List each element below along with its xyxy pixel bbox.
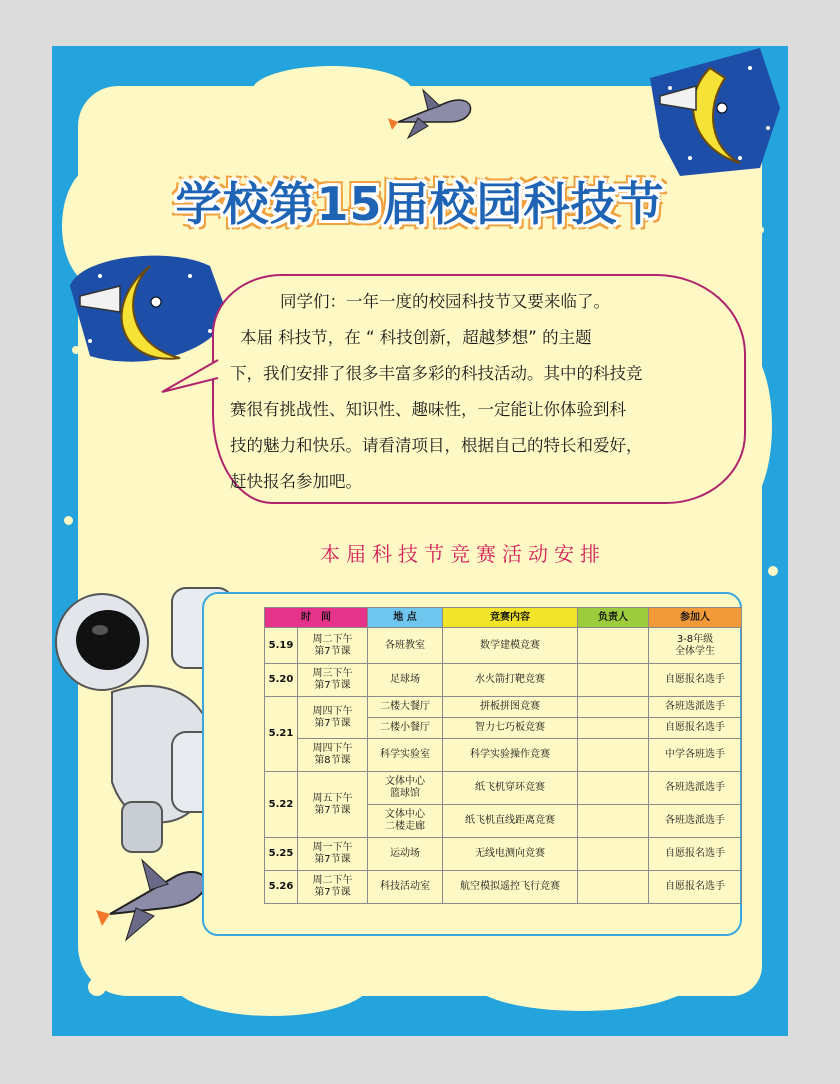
cell-time: 周四下午 第7节课 (298, 697, 368, 739)
cell-time: 周二下午 第7节课 (298, 871, 368, 904)
cell-place: 文体中心 篮球馆 (368, 772, 443, 805)
cell-time: 周五下午 第7节课 (298, 772, 368, 838)
cell-content: 拼板拼图竞赛 (443, 697, 578, 718)
header-place: 地 点 (368, 608, 443, 628)
table-row (265, 697, 742, 718)
cell-content: 数学建模竞赛 (443, 628, 578, 664)
cell-content: 航空模拟遥控飞行竞赛 (443, 871, 578, 904)
schedule-table (264, 607, 742, 904)
cell-date: 5.21 (265, 697, 298, 772)
schedule-title: 本届科技节竞赛活动安排 (320, 542, 606, 566)
cell-person (578, 697, 649, 718)
cell-place: 运动场 (368, 838, 443, 871)
table-row (265, 739, 742, 772)
cell-join: 自愿报名选手 (649, 664, 742, 697)
table-header-row (265, 608, 742, 628)
header-person: 负责人 (578, 608, 649, 628)
intro-line: 赶快报名参加吧。 (230, 472, 362, 491)
intro-line: 同学们：一年一度的校园科技节又要来临了。 (280, 292, 610, 311)
cell-place: 二楼大餐厅 (368, 697, 443, 718)
cell-person (578, 805, 649, 838)
table-row (265, 628, 742, 664)
cell-content: 科学实验操作竞赛 (443, 739, 578, 772)
cell-join: 各班选派选手 (649, 697, 742, 718)
cell-join: 各班选派选手 (649, 805, 742, 838)
cell-time: 周三下午 第7节课 (298, 664, 368, 697)
table-row (265, 664, 742, 697)
cell-time: 周二下午 第7节课 (298, 628, 368, 664)
intro-line: 本届 科技节，在 “ 科技创新，超越梦想” 的主题 (240, 328, 592, 347)
cell-join: 中学各班选手 (649, 739, 742, 772)
cell-content: 水火箭打靶竞赛 (443, 664, 578, 697)
cell-person (578, 772, 649, 805)
cell-content: 无线电测向竞赛 (443, 838, 578, 871)
cell-join: 自愿报名选手 (649, 718, 742, 739)
cell-time: 周四下午 第8节课 (298, 739, 368, 772)
cell-person (578, 628, 649, 664)
cell-place: 二楼小餐厅 (368, 718, 443, 739)
cell-place: 文体中心 二楼走廊 (368, 805, 443, 838)
intro-line: 赛很有挑战性、知识性、趣味性，一定能让你体验到科 (230, 400, 626, 419)
cell-time: 周一下午 第7节课 (298, 838, 368, 871)
cell-date: 5.26 (265, 871, 298, 904)
cell-content: 纸飞机直线距离竞赛 (443, 805, 578, 838)
cell-date: 5.22 (265, 772, 298, 838)
bubble-tail-icon (158, 356, 228, 396)
cell-content: 纸飞机穿环竞赛 (443, 772, 578, 805)
header-content: 竞赛内容 (443, 608, 578, 628)
spaceship-icon (96, 854, 216, 944)
cell-place: 科学实验室 (368, 739, 443, 772)
table-row (265, 772, 742, 805)
spaceship-icon (388, 82, 478, 142)
poster (52, 46, 788, 1036)
intro-text (230, 284, 730, 500)
cell-person (578, 739, 649, 772)
cell-place: 各班教室 (368, 628, 443, 664)
header-join: 参加人 (649, 608, 742, 628)
cell-place: 足球场 (368, 664, 443, 697)
splash-dot (88, 978, 106, 996)
splash-dot (64, 516, 73, 525)
cell-person (578, 838, 649, 871)
cell-content: 智力七巧板竞赛 (443, 718, 578, 739)
intro-line: 下，我们安排了很多丰富多彩的科技活动。其中的科技竞 (230, 364, 643, 383)
table-row (265, 838, 742, 871)
poster-title: 学校第15届校园科技节 (175, 177, 665, 231)
cell-join: 各班选派选手 (649, 772, 742, 805)
cell-date: 5.25 (265, 838, 298, 871)
moon-mascot-icon (640, 48, 780, 178)
splash-blob (472, 951, 692, 1011)
cell-join: 3-8年级 全体学生 (649, 628, 742, 664)
header-time: 时 间 (265, 608, 368, 628)
cell-date: 5.19 (265, 628, 298, 664)
cell-date: 5.20 (265, 664, 298, 697)
cell-place: 科技活动室 (368, 871, 443, 904)
splash-dot (768, 566, 778, 576)
splash-blob (172, 946, 372, 1016)
cell-join: 自愿报名选手 (649, 838, 742, 871)
cell-join: 自愿报名选手 (649, 871, 742, 904)
intro-line: 技的魅力和快乐。请看清项目，根据自己的特长和爱好， (230, 436, 643, 455)
cell-person (578, 871, 649, 904)
cell-person (578, 718, 649, 739)
cell-person (578, 664, 649, 697)
table-row (265, 871, 742, 904)
